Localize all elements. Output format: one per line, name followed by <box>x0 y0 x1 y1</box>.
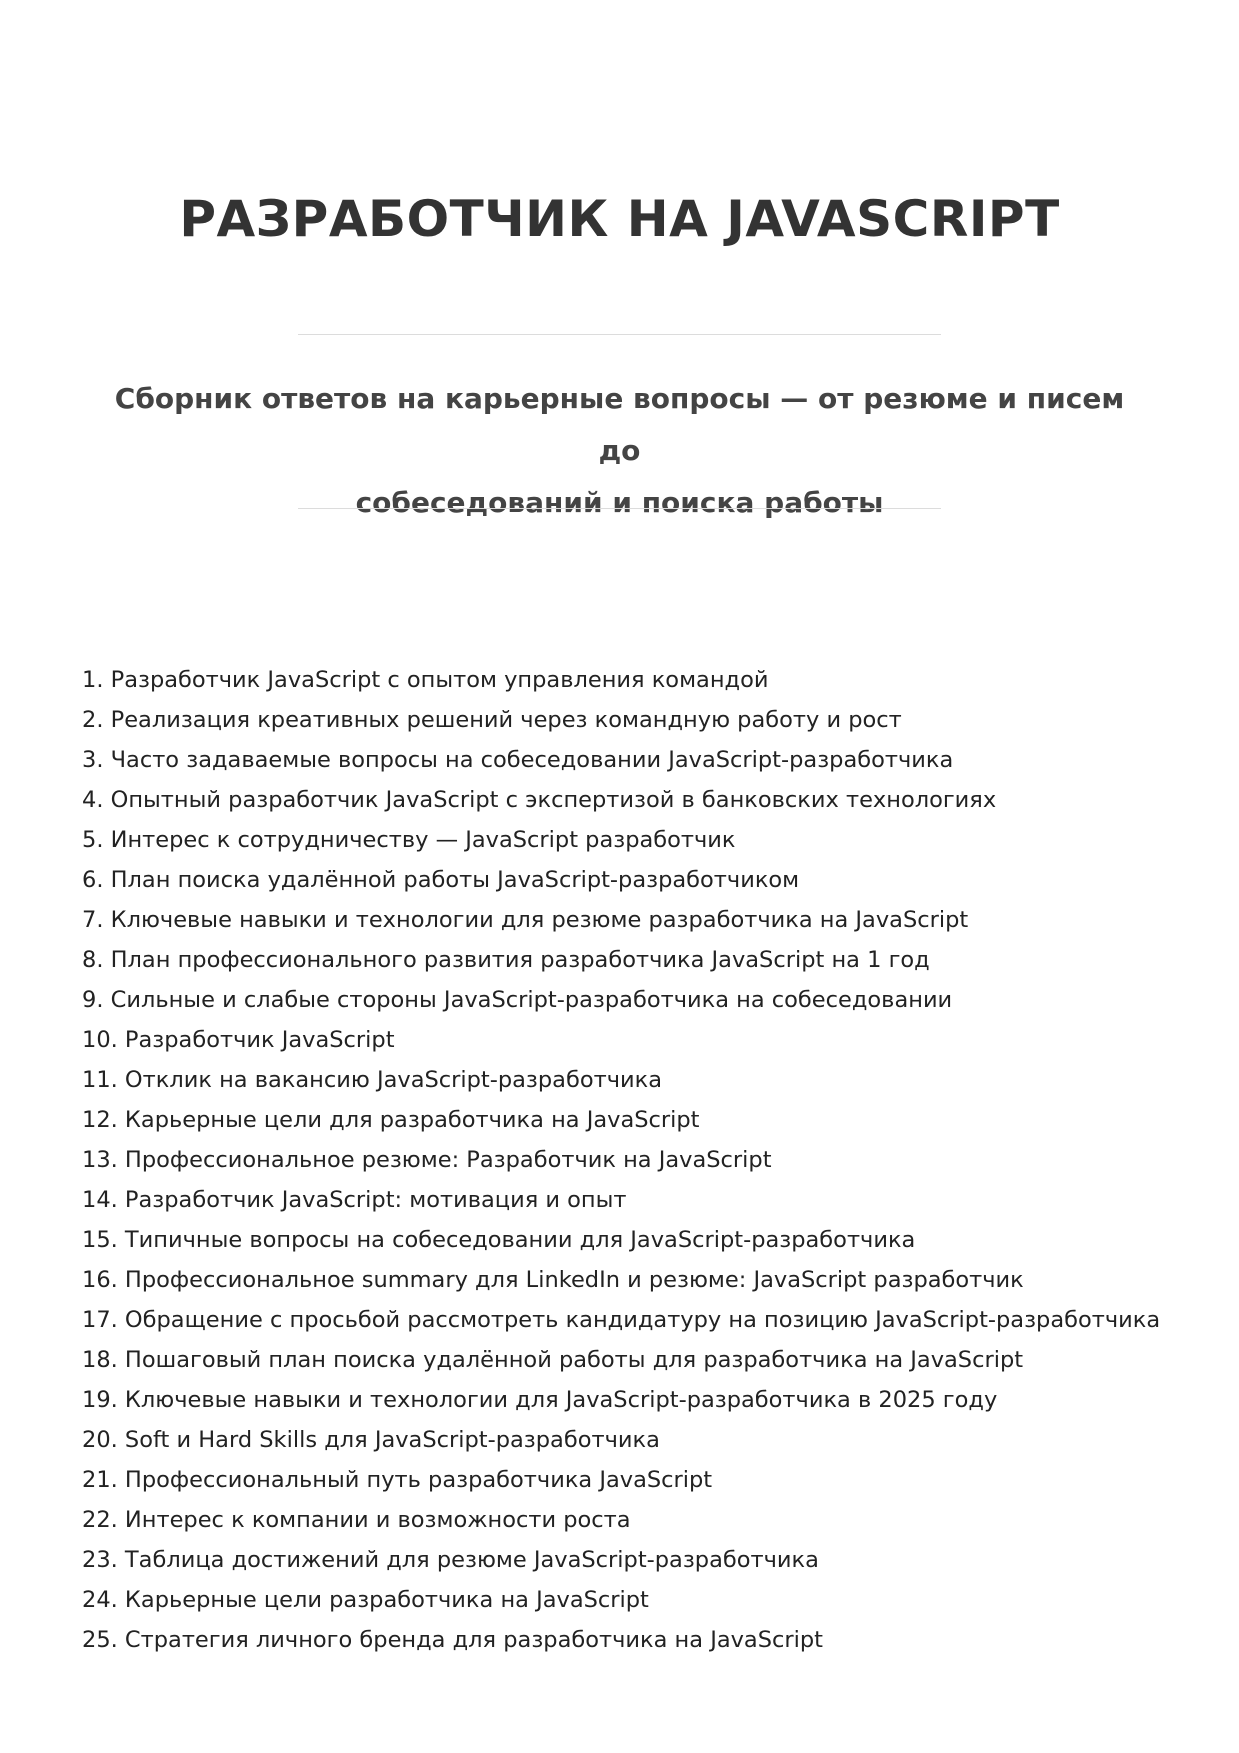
toc-item[interactable]: 17. Обращение с просьбой рассмотреть кандидатуру на позицию JavaScript-разработчика <box>82 1307 1161 1333</box>
toc-item[interactable]: 7. Ключевые навыки и технологии для резюме разработчика на JavaScript <box>82 907 969 933</box>
toc-item[interactable]: 19. Ключевые навыки и технологии для JavaScript-разработчика в 2025 году <box>82 1387 998 1413</box>
toc-item[interactable]: 6. План поиска удалённой работы JavaScript-разработчиком <box>82 867 800 893</box>
toc-item[interactable]: 20. Soft и Hard Skills для JavaScript-разработчика <box>82 1427 660 1453</box>
page-subtitle <box>100 373 1139 529</box>
toc-item[interactable]: 1. Разработчик JavaScript с опытом управления командой <box>82 667 769 693</box>
toc-item[interactable]: 8. План профессионального развития разработчика JavaScript на 1 год <box>82 947 930 973</box>
toc-item[interactable]: 11. Отклик на вакансию JavaScript-разработчика <box>82 1067 663 1093</box>
toc-item[interactable]: 25. Стратегия личного бренда для разработчика на JavaScript <box>82 1627 823 1653</box>
subtitle-line-1: Сборник ответов на карьерные вопросы — от резюме и писем до <box>114 382 1125 467</box>
page-title: РАЗРАБОТЧИК НА JAVASCRIPT <box>179 190 1060 248</box>
toc-item[interactable]: 5. Интерес к сотрудничеству — JavaScript разработчик <box>82 827 736 853</box>
toc-item[interactable]: 3. Часто задаваемые вопросы на собеседовании JavaScript-разработчика <box>82 747 954 773</box>
toc-item[interactable]: 24. Карьерные цели разработчика на JavaScript <box>82 1587 649 1613</box>
toc-item[interactable]: 9. Сильные и слабые стороны JavaScript-разработчика на собеседовании <box>82 987 953 1013</box>
toc-item[interactable]: 23. Таблица достижений для резюме JavaScript-разработчика <box>82 1547 819 1573</box>
toc-item[interactable]: 18. Пошаговый план поиска удалённой работы для разработчика на JavaScript <box>82 1347 1024 1373</box>
toc-item[interactable]: 22. Интерес к компании и возможности роста <box>82 1507 631 1533</box>
toc-item[interactable]: 13. Профессиональное резюме: Разработчик на JavaScript <box>82 1147 772 1173</box>
toc-item[interactable]: 15. Типичные вопросы на собеседовании для JavaScript-разработчика <box>82 1227 916 1253</box>
toc-item[interactable]: 14. Разработчик JavaScript: мотивация и опыт <box>82 1187 627 1213</box>
subtitle-line-2: собеседований и поиска работы <box>355 486 884 519</box>
toc-item[interactable]: 16. Профессиональное summary для LinkedIn и резюме: JavaScript разработчик <box>82 1267 1024 1293</box>
toc-item[interactable]: 21. Профессиональный путь разработчика JavaScript <box>82 1467 713 1493</box>
toc-item[interactable]: 10. Разработчик JavaScript <box>82 1027 395 1053</box>
table-of-contents <box>82 660 1182 1660</box>
toc-item[interactable]: 2. Реализация креативных решений через командную работу и рост <box>82 707 902 733</box>
toc-item[interactable]: 4. Опытный разработчик JavaScript с экспертизой в банковских технологиях <box>82 787 997 813</box>
toc-item[interactable]: 12. Карьерные цели для разработчика на JavaScript <box>82 1107 700 1133</box>
divider-top <box>298 334 941 335</box>
divider-bottom <box>298 508 941 509</box>
